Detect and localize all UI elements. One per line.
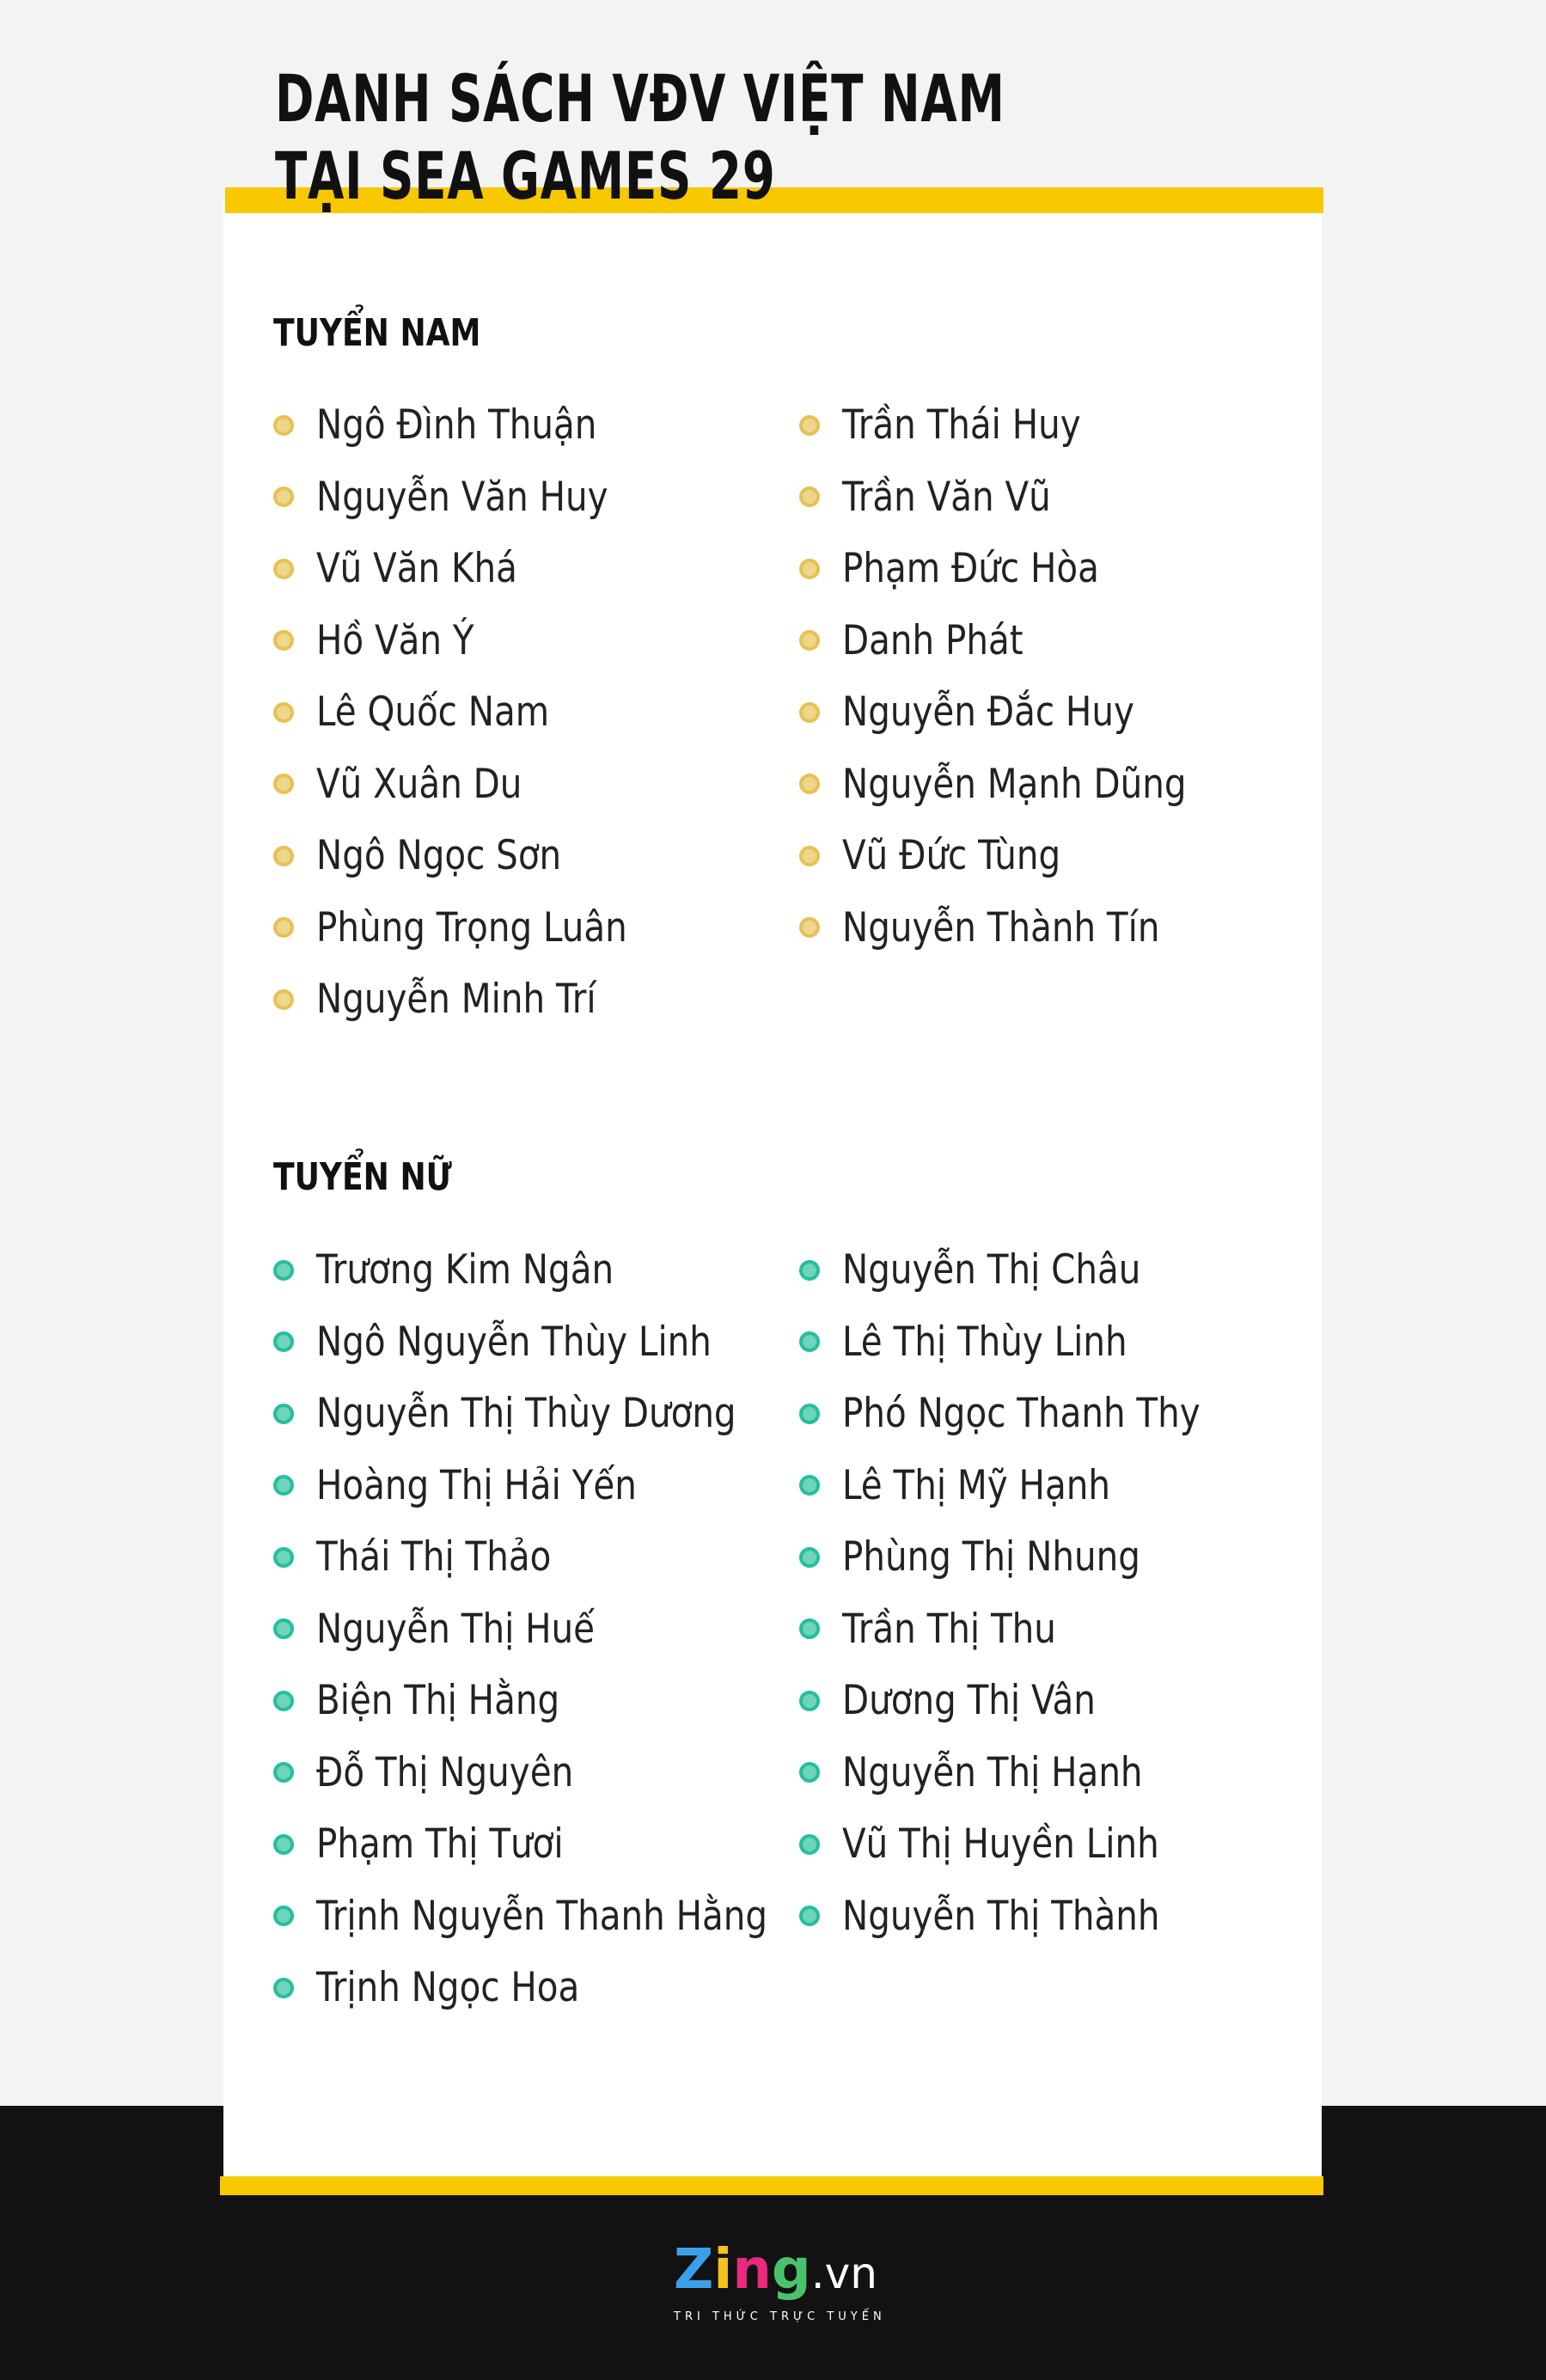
- women-athlete-item: [273, 1808, 841, 1881]
- athlete-name: Phạm Thị Tươi: [316, 1820, 564, 1869]
- logo-tagline: TRI THỨC TRỰC TUYẾN: [674, 2310, 886, 2323]
- bullet-icon: [799, 1691, 820, 1711]
- women-athlete-item: [799, 1881, 1258, 1953]
- athlete-name: Ngô Ngọc Sơn: [316, 832, 562, 880]
- bullet-icon: [273, 486, 294, 507]
- athlete-name: Phùng Trọng Luân: [316, 903, 627, 951]
- athlete-name: Nguyễn Thị Thành: [842, 1892, 1160, 1940]
- athlete-name: Trần Văn Vũ: [842, 473, 1051, 521]
- women-athlete-item: [799, 1306, 1258, 1379]
- women-athlete-item: [799, 1450, 1258, 1522]
- men-athlete-item: [799, 820, 1243, 892]
- bullet-icon: [799, 1475, 820, 1496]
- women-list-column-2: [799, 1234, 1258, 1952]
- men-athlete-item: [273, 820, 678, 892]
- bullet-icon: [273, 1618, 294, 1639]
- bullet-icon: [273, 415, 294, 436]
- athlete-name: Nguyễn Mạnh Dũng: [842, 760, 1187, 808]
- bullet-icon: [799, 1834, 820, 1855]
- athlete-name: Hoàng Thị Hải Yến: [316, 1461, 637, 1509]
- bullet-icon: [273, 1762, 294, 1783]
- bullet-icon: [273, 1906, 294, 1926]
- athlete-name: Nguyễn Thành Tín: [842, 903, 1160, 951]
- athlete-name: Trần Thị Thu: [842, 1605, 1056, 1653]
- women-list-column-1: [273, 1234, 841, 2024]
- men-athlete-item: [799, 389, 1243, 462]
- men-athlete-item: [273, 676, 678, 749]
- men-athlete-item: [799, 676, 1243, 749]
- athlete-name: Phó Ngọc Thanh Thy: [842, 1390, 1201, 1438]
- men-athlete-item: [273, 892, 678, 964]
- bullet-icon: [273, 1547, 294, 1568]
- women-athlete-item: [799, 1808, 1258, 1881]
- men-section-heading: TUYỂN NAM: [273, 311, 481, 355]
- athlete-name: Vũ Đức Tùng: [842, 832, 1061, 880]
- athlete-name: Trần Thái Huy: [842, 401, 1081, 450]
- logo-wordmark: [674, 2240, 880, 2304]
- bottom-accent-bar: [220, 2176, 1323, 2195]
- men-athlete-item: [799, 892, 1243, 964]
- athlete-name: Nguyễn Thị Thùy Dương: [316, 1390, 736, 1438]
- women-athlete-item: [799, 1594, 1258, 1666]
- logo-domain: .vn: [810, 2248, 877, 2298]
- men-athlete-item: [273, 749, 678, 821]
- bullet-icon: [799, 486, 820, 507]
- logo-letter-g: g: [771, 2238, 811, 2302]
- bullet-icon: [799, 1331, 820, 1352]
- women-athlete-item: [273, 1306, 841, 1379]
- women-athlete-item: [273, 1665, 841, 1737]
- women-athlete-item: [273, 1450, 841, 1522]
- men-athlete-item: [273, 533, 678, 605]
- men-athlete-item: [273, 605, 678, 677]
- bullet-icon: [799, 559, 820, 579]
- women-athlete-item: [799, 1378, 1258, 1450]
- athlete-name: Thái Thị Thảo: [316, 1533, 552, 1582]
- bullet-icon: [273, 1691, 294, 1711]
- athlete-name: Biện Thị Hằng: [316, 1677, 560, 1725]
- athlete-name: Trịnh Nguyễn Thanh Hằng: [316, 1892, 768, 1940]
- bullet-icon: [273, 1978, 294, 1998]
- bullet-icon: [273, 1260, 294, 1281]
- men-athlete-item: [799, 749, 1243, 821]
- men-athlete-item: [273, 964, 678, 1036]
- athlete-name: Hồ Văn Ý: [316, 616, 474, 664]
- athlete-name: Lê Quốc Nam: [316, 688, 550, 737]
- athlete-name: Nguyễn Văn Huy: [316, 473, 608, 521]
- bullet-icon: [799, 1762, 820, 1783]
- athlete-name: Trương Kim Ngân: [316, 1246, 614, 1294]
- men-athlete-item: [799, 462, 1243, 534]
- athlete-name: Vũ Thị Huyền Linh: [842, 1820, 1159, 1869]
- athlete-name: Đỗ Thị Nguyên: [316, 1748, 574, 1796]
- bullet-icon: [273, 846, 294, 866]
- bullet-icon: [273, 1834, 294, 1855]
- men-athlete-item: [799, 605, 1243, 677]
- bullet-icon: [273, 1331, 294, 1352]
- women-athlete-item: [799, 1737, 1258, 1809]
- athlete-name: Vũ Xuân Du: [316, 760, 522, 808]
- women-athlete-item: [799, 1521, 1258, 1594]
- bullet-icon: [273, 702, 294, 723]
- women-athlete-item: [273, 1594, 841, 1666]
- athlete-name: Ngô Nguyễn Thùy Linh: [316, 1318, 712, 1366]
- women-athlete-item: [799, 1665, 1258, 1737]
- bullet-icon: [799, 702, 820, 723]
- women-athlete-item: [273, 1881, 841, 1953]
- zing-vn-logo: [674, 2238, 886, 2323]
- logo-letter-i: i: [713, 2238, 733, 2302]
- title-line-1: DANH SÁCH VĐV VIỆT NAM: [275, 60, 1005, 137]
- women-athlete-item: [273, 1737, 841, 1809]
- athlete-name: Trịnh Ngọc Hoa: [316, 1964, 580, 2012]
- men-athlete-item: [273, 389, 678, 462]
- bullet-icon: [273, 559, 294, 579]
- athlete-name: Danh Phát: [842, 616, 1024, 664]
- bullet-icon: [799, 630, 820, 651]
- bullet-icon: [273, 989, 294, 1010]
- women-athlete-item: [273, 1952, 841, 2024]
- athlete-name: Phạm Đức Hòa: [842, 545, 1099, 593]
- women-athlete-item: [273, 1234, 841, 1306]
- athlete-name: Nguyễn Minh Trí: [316, 976, 596, 1024]
- title-line-2: TẠI SEA GAMES 29: [275, 138, 776, 214]
- women-athlete-item: [799, 1234, 1258, 1306]
- women-section-heading: TUYỂN NỮ: [273, 1155, 452, 1199]
- athlete-name: Nguyễn Đắc Huy: [842, 688, 1134, 737]
- athlete-name: Nguyễn Thị Huế: [316, 1605, 596, 1653]
- women-athlete-item: [273, 1521, 841, 1594]
- athlete-name: Nguyễn Thị Hạnh: [842, 1748, 1143, 1796]
- bullet-icon: [799, 415, 820, 436]
- bullet-icon: [273, 1475, 294, 1496]
- page-title: [275, 60, 1005, 215]
- bullet-icon: [799, 1260, 820, 1281]
- logo-letter-n: n: [732, 2238, 772, 2302]
- bullet-icon: [799, 1618, 820, 1639]
- bullet-icon: [799, 1404, 820, 1424]
- bullet-icon: [799, 846, 820, 866]
- athlete-name: Vũ Văn Khá: [316, 545, 517, 593]
- bullet-icon: [273, 917, 294, 938]
- athlete-name: Phùng Thị Nhung: [842, 1533, 1140, 1582]
- athlete-name: Nguyễn Thị Châu: [842, 1246, 1141, 1294]
- athlete-name: Lê Thị Mỹ Hạnh: [842, 1461, 1110, 1509]
- men-list-column-1: [273, 389, 678, 1036]
- bullet-icon: [799, 774, 820, 794]
- men-list-column-2: [799, 389, 1243, 964]
- men-athlete-item: [799, 533, 1243, 605]
- bullet-icon: [273, 774, 294, 794]
- men-athlete-item: [273, 462, 678, 534]
- logo-letter-z: Z: [674, 2238, 714, 2302]
- athlete-name: Lê Thị Thùy Linh: [842, 1318, 1127, 1366]
- athlete-name: Dương Thị Vân: [842, 1677, 1096, 1725]
- bullet-icon: [799, 917, 820, 938]
- bullet-icon: [273, 1404, 294, 1424]
- athlete-name: Ngô Đình Thuận: [316, 401, 597, 450]
- bullet-icon: [799, 1547, 820, 1568]
- bullet-icon: [273, 630, 294, 651]
- women-athlete-item: [273, 1378, 841, 1450]
- bullet-icon: [799, 1906, 820, 1926]
